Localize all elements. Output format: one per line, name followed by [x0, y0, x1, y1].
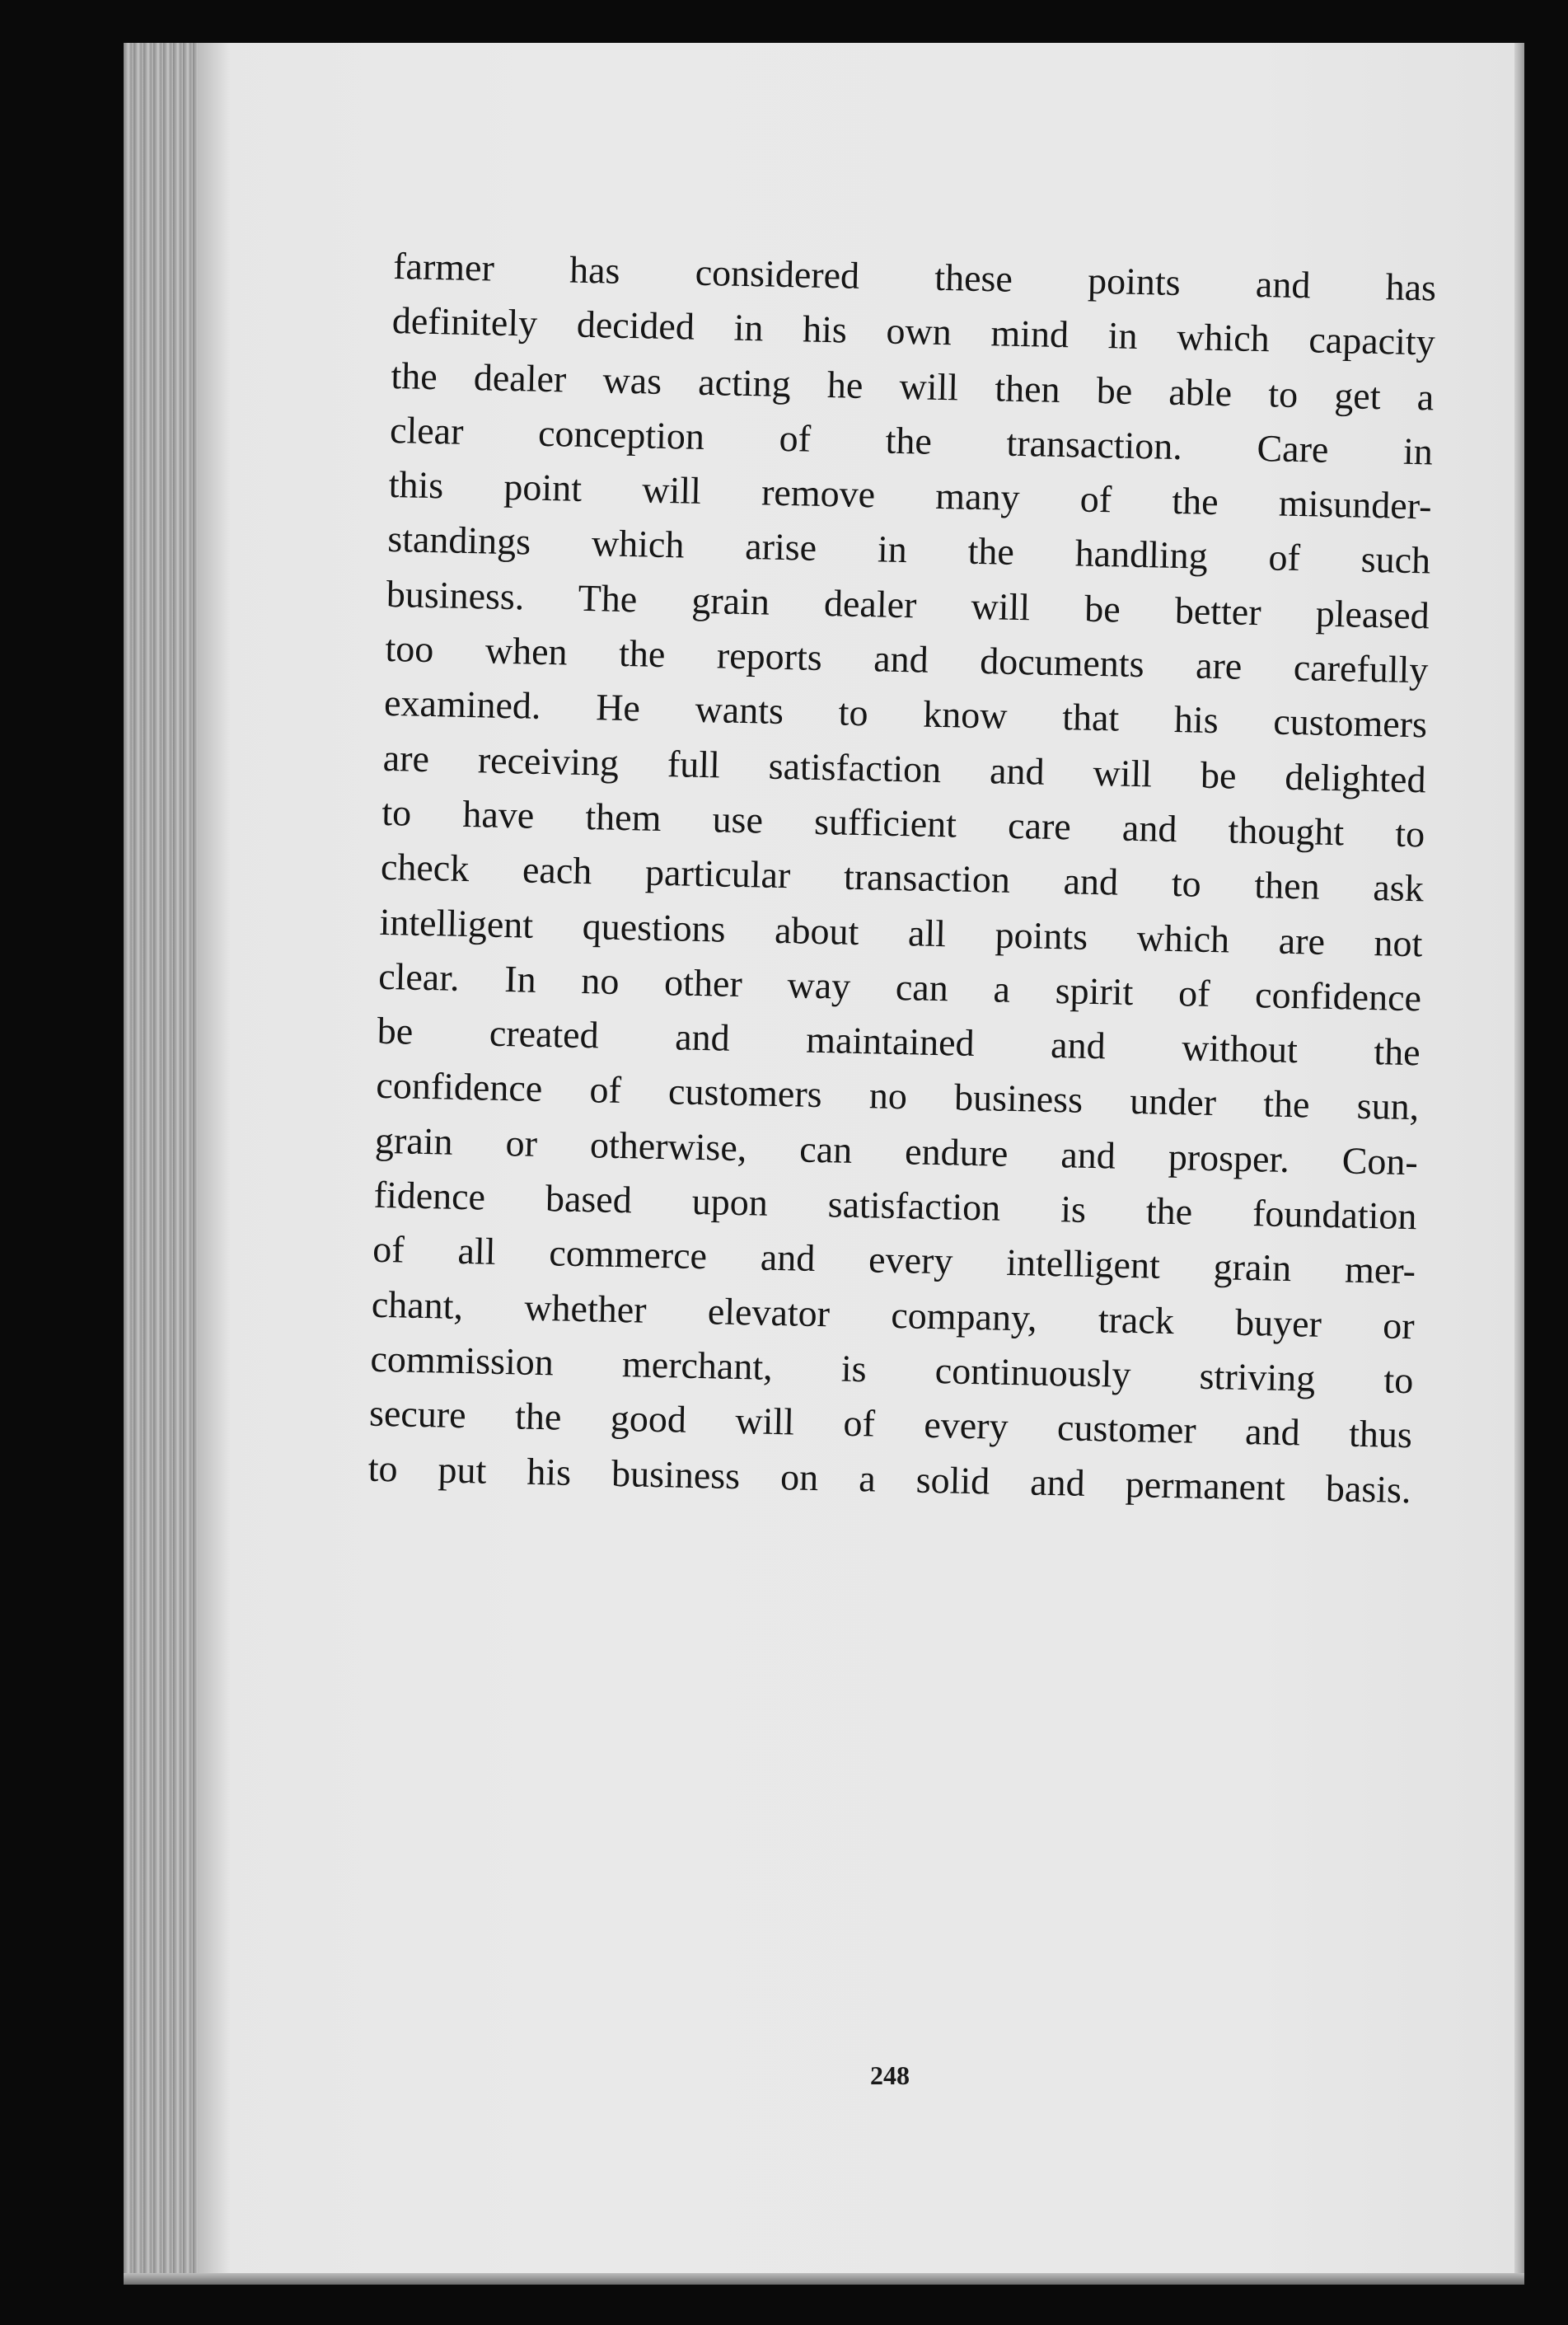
- text-line: the dealer was acting he will then be able to get a: [391, 354, 1435, 419]
- gutter-shadow: [198, 43, 231, 2285]
- page-bottom-edge: [124, 2273, 1524, 2285]
- text-line: intelligent questions about all points which are not: [379, 900, 1423, 964]
- text-line: to have them use sufficient care and thought to: [381, 790, 1425, 855]
- text-line: check each particular transaction and to then ask: [380, 846, 1425, 910]
- text-line: confidence of customers no business under the sun,: [375, 1064, 1420, 1128]
- book-gutter-binding: [124, 43, 198, 2285]
- text-line: grain or otherwise, can endure and prosper. Con-: [374, 1118, 1419, 1184]
- body-text: [367, 239, 1437, 1517]
- text-line: are receiving full satisfaction and will be delighted: [382, 736, 1427, 801]
- text-line: farmer has considered these points and has: [392, 244, 1437, 309]
- page-number: 248: [870, 2060, 910, 2090]
- text-line: clear. In no other way can a spirit of confidence: [377, 954, 1422, 1020]
- text-line: of all commerce and every intelligent grain mer-: [372, 1228, 1416, 1292]
- text-line: this point will remove many of the misunder-: [388, 463, 1433, 527]
- text-line: examined. He wants to know that his customers: [383, 682, 1428, 746]
- text-line: secure the good will of every customer and thus: [368, 1391, 1413, 1456]
- text-line: clear conception of the transaction. Care in: [389, 408, 1434, 473]
- text-line: be created and maintained and without the: [377, 1009, 1421, 1074]
- text-line: business. The grain dealer will be better pleased: [386, 572, 1430, 637]
- text-line: fidence based upon satisfaction is the foundation: [373, 1173, 1417, 1238]
- text-line: too when the reports and documents are carefully: [385, 626, 1429, 691]
- text-line: standings which arise in the handling of such: [386, 518, 1431, 582]
- text-line: commission merchant, is continuously striving to: [370, 1337, 1414, 1402]
- text-line: definitely decided in his own mind in which capacity: [391, 299, 1436, 363]
- text-line: to put his business on a solid and permanent basis.: [367, 1446, 1412, 1511]
- text-line: chant, whether elevator company, track buyer or: [371, 1282, 1416, 1347]
- page-right-edge: [1514, 43, 1524, 2285]
